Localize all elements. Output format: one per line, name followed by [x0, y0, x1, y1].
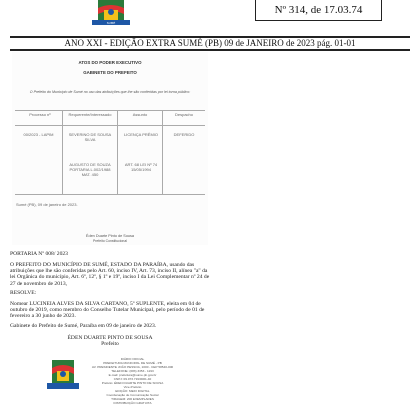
svg-text:SUMÉ: SUMÉ	[106, 21, 116, 25]
portaria-title: PORTARIA Nº 008/ 2023	[10, 251, 68, 257]
scan-intro: O Prefeito do Município de Sumé no uso das atribuições que lhe são conferidas por lei torna público:	[29, 90, 191, 94]
scan-title: ATOS DO PODER EXECUTIVO	[78, 60, 142, 65]
municipal-crest-logo	[86, 0, 136, 26]
cell-processo-1: 00/2023 - LAPIM	[23, 132, 54, 137]
scan-signer-role: Prefeito Constitucional	[93, 239, 127, 243]
footer-crest-logo	[44, 359, 82, 391]
scan-signer: Éden Duarte Pinto de Sousa	[85, 234, 135, 238]
cell-despacho-1: DEFERIDO	[173, 132, 195, 137]
col-requerente: Requerente/Interessado	[68, 112, 112, 117]
scanned-act-image	[12, 52, 208, 245]
scan-date-line: Sumé (PB), 09 de janeiro de 2023.	[16, 202, 78, 207]
portaria-nomination: Nomear LUCINEIA ALVES DA SILVA CARTANO, 5º SUPLENTE, eleita em 04 de outubro de 2019, como membro do Conselho Tutelar Municipal, pelo período de 01 de fevereiro a 30 junho de 2023.	[10, 301, 205, 320]
portaria-resolve: RESOLVE:	[10, 290, 37, 296]
cell-requerente-1: SEVERINO DE SOUSA SILVA	[68, 132, 112, 142]
portaria-preamble: O PREFEITO DO MUNICÍPIO DE SUMÉ, ESTADO DA PARAÍBA, usando das atribuições que lhe são conferidas pelo Art. 60, inciso IV, Art. 73, inciso II, alínea "a" da lei Orgânica do município, Art. 6º, 12º, § 1º e 19º, inciso I da Lei Complementar nº 24 de 27 de novembro de 2013,	[10, 262, 210, 287]
footer-imprint: DIÁRIO OFICIAL PREFEITURA MUNICIPAL DE SUMÉ - PB AV. PRESIDENTE JOÃO PESSOA, 1000 - CEP 58540-000 TELEFONE: (083) 3353 - 1193 E-mail: prefeitura@sume.pb.gov.br CNPJ: 09.073.719/0001-40 Prefeito: ÉDEN DUARTE PINTO DE SOUSA Vice-Prefeito EDIÇÃO: MEIO DIGITAL Coordenação de Comunicação Social TIRAGEM: 200 EXEMPLARES DISTRIBUIÇÃO GRATUITA	[91, 357, 174, 405]
portaria-closing: Gabinete do Prefeito de Sumé, Paraíba em 09 de janeiro de 2023.	[10, 323, 157, 329]
portaria-signer: ÉDEN DUARTE PINTO DE SOUSA	[67, 335, 153, 341]
portaria-signer-role: Prefeito	[101, 341, 119, 347]
col-assunto: Assunto	[132, 112, 148, 117]
edition-banner: ANO XXI - EDIÇÃO EXTRA SUMÉ (PB) 09 de JANEIRO de 2023 pág. 01-01	[64, 38, 356, 48]
scan-subtitle: GABINETE DO PREFEITO	[83, 70, 137, 75]
cell-assunto-1: LICENÇA PRÊMIO	[123, 132, 158, 137]
cell-requerente-2: AUGUSTO DE SOUZA PORTARIA L.002/1988 MAT. 450	[69, 162, 111, 177]
law-reference-box: Nº 314, de 17.03.74	[255, 0, 382, 21]
col-processo: Processo nº	[29, 112, 51, 117]
col-despacho: Despacho	[174, 112, 193, 117]
cell-assunto-2: ART. 68 LEI Nº 74 15/05/1994	[124, 162, 158, 172]
banner-divider	[10, 49, 410, 51]
